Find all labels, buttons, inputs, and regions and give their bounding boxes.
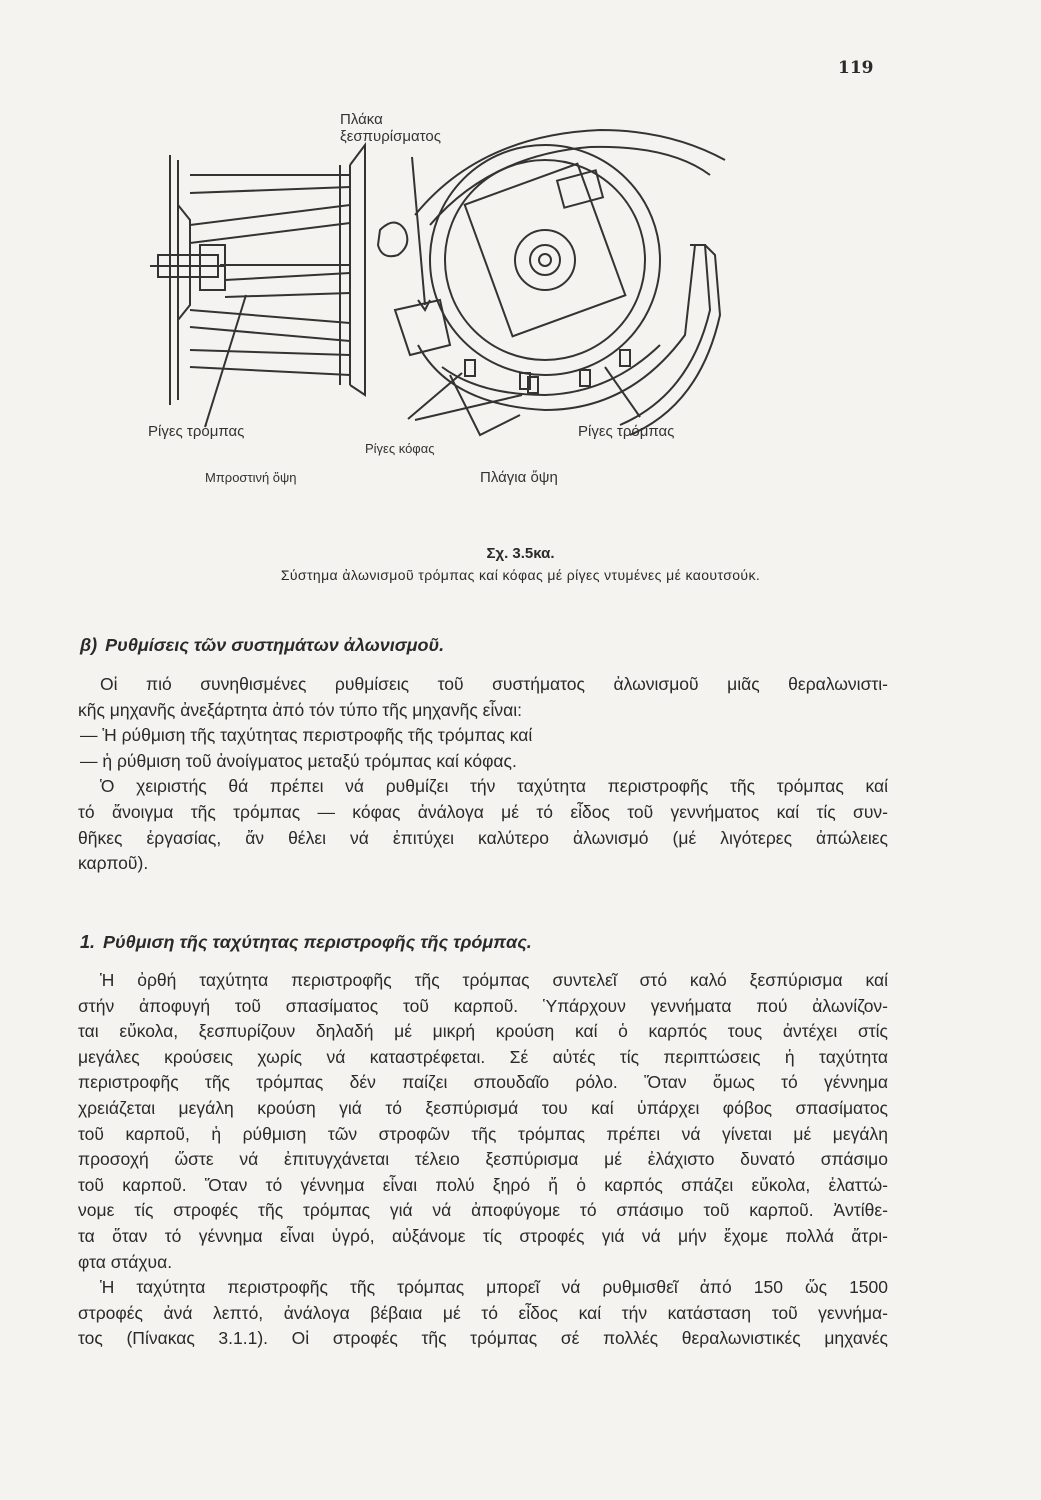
side-view-drawing [378,130,725,435]
section-beta-body [78,672,888,877]
paragraph-line: τοῦ καρποῦ, ἡ ρύθμιση τῶν στροφῶν τῆς τρόμπας πρέπει νά γίνεται μέ μεγάλη [78,1123,888,1144]
paragraph-line: ται εὔκολα, ξεσπυρίζουν δηλαδή μέ μικρή κρούση καί ὁ καρπός τους ἀντέχει στίς [78,1021,888,1042]
paragraph-line: τος (Πίνακας 3.1.1). Οἱ στροφές τῆς τρόμπας σέ πολλές θεραλωνιστικές μηχανές [78,1328,888,1349]
section-beta-title: Ρυθμίσεις τῶν συστημάτων ἀλωνισμοῦ. [105,635,445,655]
paragraph-line: καρποῦ). [78,853,149,874]
paragraph-line: μεγάλες κρούσεις χωρίς νά καταστρέφεται. Σέ αὐτές τίς περιπτώσεις ἡ ταχύτητα [78,1046,888,1067]
paragraph-line: προσοχή ὥστε νά ἐπιτυγχάνεται τέλειο ξεσπύρισμα μέ ἐλάχιστο δυνατό σπάσιμο [78,1149,888,1170]
section-1-heading [80,932,532,953]
paragraph-line: κῆς μηχανῆς ἀνεξάρτητα ἀπό τόν τύπο τῆς μηχανῆς εἶναι: [78,699,522,720]
paragraph-line: χρειάζεται μεγάλη κρούση γιά τό ξεσπύρισμά του καί ὑπάρχει φόβος σπασίματος [78,1097,888,1118]
paragraph-line: τα ὅταν τό γέννημα εἶναι ὑγρό, αὐξάνομε τίς στροφές γιά νά μήν ἔχομε πολλά ἄτρι- [78,1225,888,1246]
figure-caption-text: Σύστημα ἀλωνισμοῦ τρόμπας καί κόφας μέ ρίγες ντυμένες μέ καουτσούκ. [280,567,761,583]
figure-label-concave-bars: Ρίγες κόφας [365,441,435,456]
list-item: — ἡ ρύθμιση τοῦ ἀνοίγματος μεταξύ τρόμπας καί κόφας. [80,750,517,771]
page-number: 119 [838,58,874,78]
front-view-drawing [150,145,365,427]
figure-label-plate-line2: ξεσπυρίσματος [340,128,441,145]
list-item: — Ἡ ρύθμιση τῆς ταχύτητας περιστροφῆς τῆς τρόμπας καί [80,725,533,746]
section-1-marker: 1. [80,932,96,952]
paragraph-line: στροφές ἀνά λεπτό, ἀνάλογα βέβαια μέ τό εἶδος καί τήν κατάσταση τοῦ γεννήμα- [78,1302,888,1323]
paragraph-line: θῆκες ἐργασίας, ἄν θέλει νά ἐπιτύχει καλύτερο ἀλωνισμό (μέ λιγότερες ἀπώλειες [78,827,888,848]
section-beta-marker: β) [80,635,98,655]
figure-caption-number: Σχ. 3.5κα. [486,545,555,562]
section-1-body [78,968,888,1352]
figure-label-drum-bars-right: Ρίγες τρόμπας [578,423,675,440]
figure-label-plate-line1: Πλάκα [340,111,383,128]
paragraph-line: Ἡ ταχύτητα περιστροφῆς τῆς τρόμπας μπορεῖ νά ρυθμισθεῖ ἀπό 150 ὥς 1500 [100,1277,888,1298]
paragraph-line: τό ἄνοιγμα τῆς τρόμπας — κόφας ἀνάλογα μέ τό εἶδος τοῦ γεννήματος καί τίς συν- [78,801,888,822]
paragraph-line: στήν ἀποφυγή τοῦ σπασίματος τοῦ καρποῦ. Ὑπάρχουν γεννήματα πού ἀλωνίζον- [78,995,888,1016]
figure-label-side-view: Πλάγια ὄψη [480,469,558,486]
paragraph-line: φτα στάχυα. [78,1251,173,1272]
figure-label-plate [340,111,441,145]
paragraph-line: τοῦ καρποῦ. Ὅταν τό γέννημα εἶναι πολύ ξηρό ἤ ὁ καρπός σπάζει εὔκολα, ἐλαττώ- [78,1174,888,1195]
threshing-system-figure [150,105,750,495]
section-1-title: Ρύθμιση τῆς ταχύτητας περιστροφῆς τῆς τρόμπας. [103,932,532,952]
paragraph-line: περιστροφῆς τῆς τρόμπας δέν παίζει σπουδαῖο ρόλο. Ὅταν ὅμως τό γέννημα [78,1072,888,1093]
figure-label-front-view: Μπροστινή ὄψη [205,470,297,485]
section-beta-heading [80,635,444,656]
figure-label-drum-bars-left: Ρίγες τρόμπας [148,423,245,440]
paragraph-line: Ὁ χειριστής θά πρέπει νά ρυθμίζει τήν ταχύτητα περιστροφῆς τῆς τρόμπας καί [100,776,888,797]
paragraph-line: νομε τίς στροφές τῆς τρόμπας γιά νά ἀποφύγομε τό σπάσιμο τοῦ καρποῦ. Ἀντίθε- [78,1200,888,1221]
paragraph-line: Οἱ πιό συνηθισμένες ρυθμίσεις τοῦ συστήματος ἀλωνισμοῦ μιᾶς θεραλωνιστι- [100,674,888,694]
paragraph-line: Ἡ ὀρθή ταχύτητα περιστροφῆς τῆς τρόμπας συντελεῖ στό καλό ξεσπύρισμα καί [100,970,888,990]
